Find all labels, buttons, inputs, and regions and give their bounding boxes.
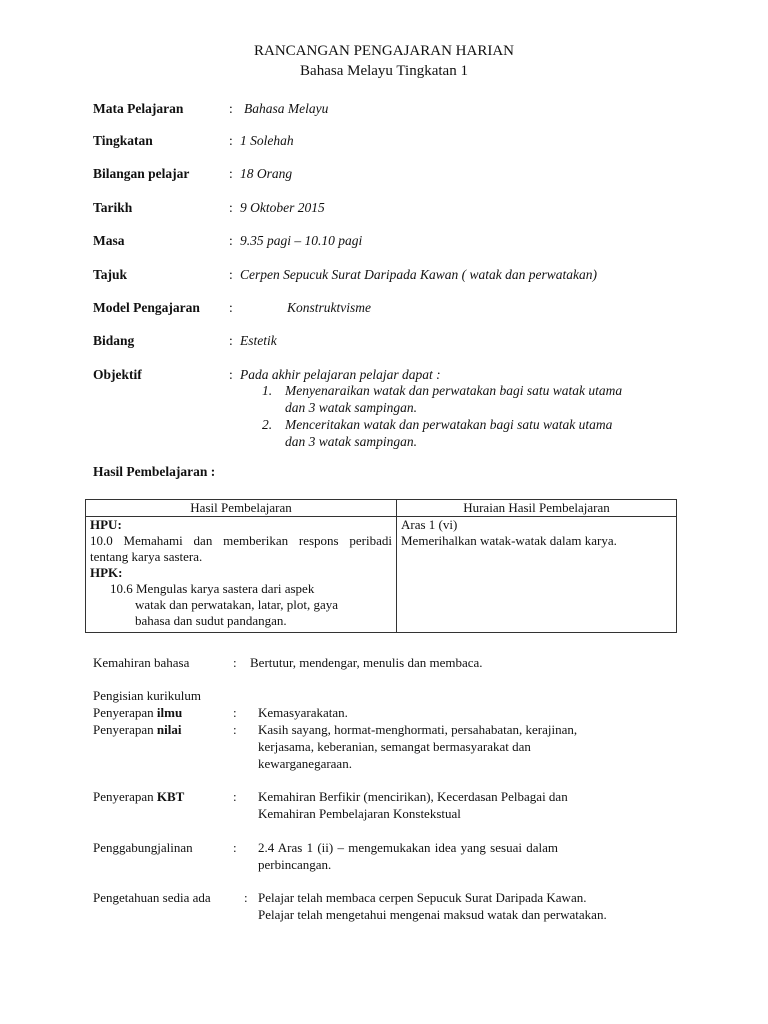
field-value: 18 Orang — [240, 166, 293, 181]
hpu-text: 10.0 Memahami dan memberikan respons peribadi tentang karya sastera. — [90, 533, 392, 564]
row-colon: : — [233, 705, 237, 720]
field-value: 9.35 pagi – 10.10 pagi — [240, 233, 363, 248]
row-colon: : — [233, 840, 237, 855]
hpu-label: HPU: — [90, 517, 122, 532]
field-colon: : — [229, 133, 233, 148]
field-colon: : — [229, 367, 233, 382]
penggabungjalinan-value: 2.4 Aras 1 (ii) – mengemukakan idea yang sesuai dalam — [258, 840, 558, 855]
hpk-text: 10.6 Mengulas karya sastera dari aspek — [110, 581, 315, 596]
pengetahuan-value: Pelajar telah mengetahui mengenai maksud watak dan perwatakan. — [258, 907, 607, 922]
nilai-value: kerjasama, keberanian, semangat bermasyarakat dan — [258, 739, 531, 754]
ilmu-value: Kemasyarakatan. — [258, 705, 348, 720]
field-colon: : — [229, 300, 233, 315]
field-label: Model Pengajaran — [93, 300, 200, 315]
table-header-cell: Hasil Pembelajaran — [86, 500, 397, 517]
field-label: Tarikh — [93, 200, 133, 215]
hasil-pembelajaran-table — [85, 499, 677, 633]
kemahiran-value: Bertutur, mendengar, menulis dan membaca. — [250, 655, 483, 670]
table-header-row — [86, 500, 677, 517]
objective-text: dan 3 watak sampingan. — [285, 434, 418, 449]
field-value: 1 Solehah — [240, 133, 294, 148]
penggabungjalinan-label: Penggabungjalinan — [93, 840, 193, 855]
field-colon: : — [229, 233, 233, 248]
field-colon: : — [229, 101, 233, 116]
row-colon: : — [233, 789, 237, 804]
objective-number: 1. — [262, 383, 273, 398]
nilai-label-bold: nilai — [156, 722, 182, 737]
huraian-text: Memerihalkan watak-watak dalam karya. — [401, 533, 617, 548]
table-cell-huraian — [397, 517, 677, 633]
pengetahuan-value: Pelajar telah membaca cerpen Sepucuk Surat Daripada Kawan. — [258, 890, 587, 905]
field-colon: : — [229, 333, 233, 348]
pengetahuan-label: Pengetahuan sedia ada — [93, 890, 211, 905]
objective-text: Menceritakan watak dan perwatakan bagi satu watak utama — [285, 417, 613, 432]
field-value: Konstruktvisme — [287, 300, 371, 315]
kbt-label — [93, 789, 184, 805]
table-cell-hasil — [86, 517, 397, 633]
huraian-text: Aras 1 (vi) — [401, 517, 458, 532]
row-colon: : — [244, 890, 248, 905]
objective-text: Menyenaraikan watak dan perwatakan bagi satu watak utama — [285, 383, 623, 398]
nilai-value: kewarganegaraan. — [258, 756, 352, 771]
kemahiran-label: Kemahiran bahasa — [93, 655, 190, 670]
document-title: RANCANGAN PENGAJARAN HARIAN — [253, 43, 514, 59]
section-title-hasil-pembelajaran: Hasil Pembelajaran : — [93, 464, 216, 479]
field-value: Bahasa Melayu — [244, 101, 329, 116]
nilai-label — [93, 722, 181, 738]
field-value: Estetik — [240, 333, 277, 348]
document-subtitle: Bahasa Melayu Tingkatan 1 — [300, 63, 468, 79]
field-label: Masa — [93, 233, 125, 248]
nilai-value: Kasih sayang, hormat-menghormati, persahabatan, kerajinan, — [258, 722, 578, 737]
row-colon: : — [233, 722, 237, 737]
ilmu-label — [93, 705, 182, 721]
ilmu-label-bold: ilmu — [156, 705, 183, 720]
nilai-label-prefix: Penyerapan — [93, 722, 157, 737]
kbt-value: Kemahiran Pembelajaran Konstekstual — [258, 806, 461, 821]
field-label: Tingkatan — [93, 133, 153, 148]
objective-text: dan 3 watak sampingan. — [285, 400, 418, 415]
objective-number: 2. — [262, 417, 273, 432]
kbt-label-bold: KBT — [156, 789, 185, 804]
field-colon: : — [229, 200, 233, 215]
field-label: Objektif — [93, 367, 142, 382]
field-colon: : — [229, 166, 233, 181]
pengisian-kurikulum-label: Pengisian kurikulum — [93, 688, 201, 703]
hpk-text: watak dan perwatakan, latar, plot, gaya — [135, 597, 339, 612]
field-label: Bilangan pelajar — [93, 166, 190, 181]
hpk-label: HPK: — [90, 565, 123, 580]
field-value: Cerpen Sepucuk Surat Daripada Kawan ( watak dan perwatakan) — [240, 267, 597, 282]
ilmu-label-prefix: Penyerapan — [93, 705, 157, 720]
field-label: Bidang — [93, 333, 135, 348]
field-label: Tajuk — [93, 267, 128, 282]
field-value: 9 Oktober 2015 — [240, 200, 325, 215]
row-colon: : — [233, 655, 237, 670]
kbt-label-prefix: Penyerapan — [93, 789, 157, 804]
table-row — [86, 517, 677, 633]
field-value: Pada akhir pelajaran pelajar dapat : — [240, 367, 441, 382]
hpk-text: bahasa dan sudut pandangan. — [135, 613, 287, 628]
penggabungjalinan-value: perbincangan. — [258, 857, 332, 872]
kbt-value: Kemahiran Berfikir (mencirikan), Kecerdasan Pelbagai dan — [258, 789, 568, 804]
field-label: Mata Pelajaran — [93, 101, 184, 116]
table-header-cell: Huraian Hasil Pembelajaran — [397, 500, 677, 517]
field-colon: : — [229, 267, 233, 282]
